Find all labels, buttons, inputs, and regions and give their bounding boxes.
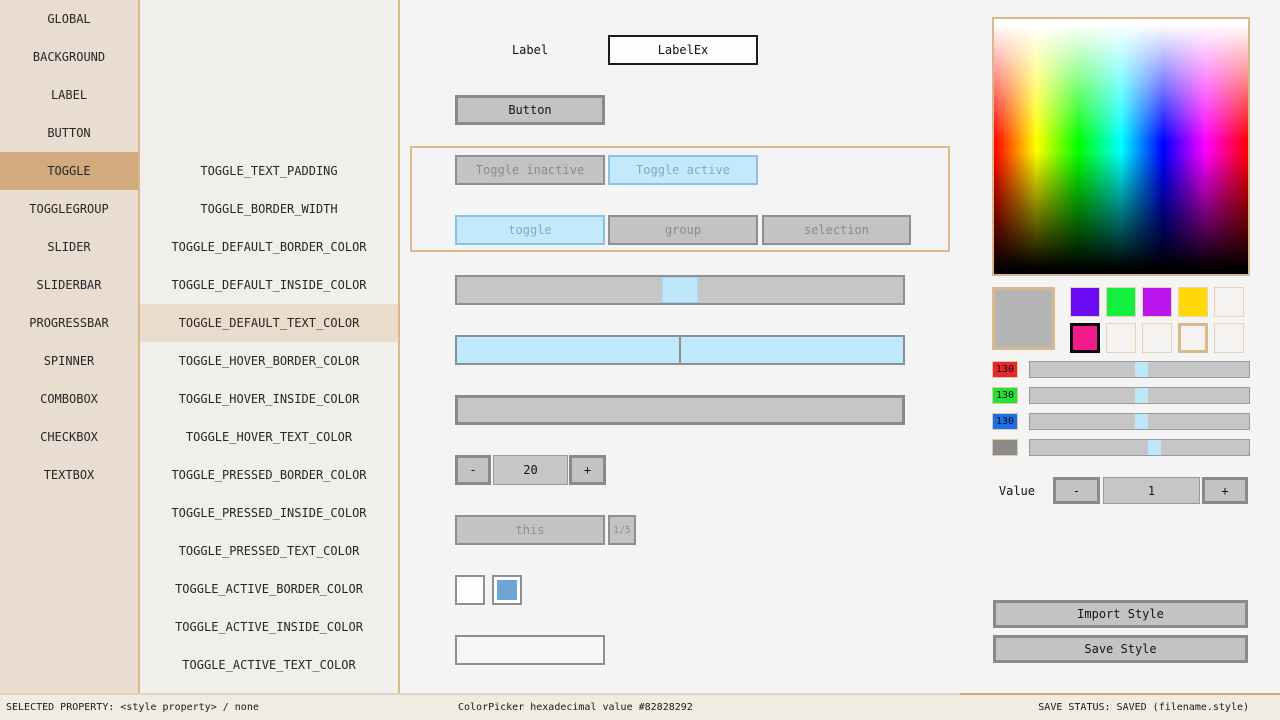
palette-swatch[interactable] — [1106, 287, 1136, 317]
spinner-minus-button[interactable]: - — [455, 455, 491, 485]
red-channel-slider[interactable] — [1029, 361, 1250, 378]
togglegroup-toggle-button[interactable]: toggle — [455, 215, 605, 245]
checkbox-unchecked[interactable] — [455, 575, 485, 605]
combobox-value-button[interactable]: this — [455, 515, 605, 545]
colorpicker-hex-status: ColorPicker hexadecimal value #82828292 — [458, 702, 693, 713]
blue-channel-chip: 130 — [992, 413, 1018, 430]
preview-sliderbar[interactable] — [455, 335, 905, 365]
red-channel-chip: 130 — [992, 361, 1018, 378]
spinner-value: 20 — [493, 455, 568, 485]
checkbox-checked[interactable] — [492, 575, 522, 605]
property-item-toggle_default_inside_color[interactable]: TOGGLE_DEFAULT_INSIDE_COLOR — [171, 278, 367, 292]
preview-label: Label — [511, 43, 549, 57]
labelex-textbox[interactable]: LabelEx — [608, 35, 758, 65]
save-style-button[interactable]: Save Style — [993, 635, 1248, 663]
property-item-toggle_active_border_color[interactable]: TOGGLE_ACTIVE_BORDER_COLOR — [175, 582, 363, 596]
save-status: SAVE STATUS: SAVED (filename.style) — [1038, 702, 1249, 713]
palette-swatch[interactable] — [1178, 287, 1208, 317]
sidebar-item-textbox[interactable]: TEXTBOX — [43, 468, 95, 482]
selected-property-status: SELECTED PROPERTY: <style property> / none — [6, 702, 259, 713]
sidebar-item-spinner[interactable]: SPINNER — [43, 354, 95, 368]
property-item-toggle_hover_text_color[interactable]: TOGGLE_HOVER_TEXT_COLOR — [185, 430, 353, 444]
sidebar-item-button[interactable]: BUTTON — [47, 126, 91, 140]
value-spinner-value: 1 — [1103, 477, 1200, 504]
alpha-channel-slider[interactable] — [1029, 439, 1250, 456]
sidebar-item-togglegroup[interactable]: TOGGLEGROUP — [29, 202, 109, 216]
property-item-toggle_text_padding[interactable]: TOGGLE_TEXT_PADDING — [200, 164, 338, 178]
slider-handle[interactable] — [662, 277, 698, 303]
palette-swatch-empty[interactable] — [1178, 323, 1208, 353]
palette-swatch-empty[interactable] — [1214, 287, 1244, 317]
property-item-toggle_hover_inside_color[interactable]: TOGGLE_HOVER_INSIDE_COLOR — [178, 392, 360, 406]
palette-swatch[interactable] — [1070, 323, 1100, 353]
alpha-channel-handle[interactable] — [1148, 440, 1161, 455]
property-item-toggle_hover_border_color[interactable]: TOGGLE_HOVER_BORDER_COLOR — [178, 354, 360, 368]
sidebar-item-toggle[interactable]: TOGGLE — [0, 152, 138, 190]
property-item-toggle_pressed_inside_color[interactable]: TOGGLE_PRESSED_INSIDE_COLOR — [171, 506, 367, 520]
value-plus-button[interactable]: + — [1202, 477, 1248, 504]
sidebar-item-sliderbar[interactable]: SLIDERBAR — [36, 278, 102, 292]
toggle-inactive-button[interactable]: Toggle inactive — [455, 155, 605, 185]
green-channel-handle[interactable] — [1135, 388, 1148, 403]
palette-swatch[interactable] — [1070, 287, 1100, 317]
palette-swatch-empty[interactable] — [1142, 323, 1172, 353]
property-item-toggle_active_inside_color[interactable]: TOGGLE_ACTIVE_INSIDE_COLOR — [175, 620, 363, 634]
category-sidebar — [0, 0, 140, 693]
green-channel-chip: 130 — [992, 387, 1018, 404]
checkbox-check-mark — [497, 580, 517, 600]
red-channel-handle[interactable] — [1135, 362, 1148, 377]
current-color-swatch — [992, 287, 1055, 350]
sidebar-item-global[interactable]: GLOBAL — [47, 12, 91, 26]
palette-swatch-empty[interactable] — [1214, 323, 1244, 353]
sidebar-item-background[interactable]: BACKGROUND — [32, 50, 106, 64]
alpha-channel-chip — [992, 439, 1018, 456]
value-spinner-label: Value — [998, 483, 1035, 498]
spinner-plus-button[interactable]: + — [569, 455, 606, 485]
property-item-toggle_active_text_color[interactable]: TOGGLE_ACTIVE_TEXT_COLOR — [182, 658, 356, 672]
combobox-page-indicator[interactable]: 1/5 — [608, 515, 636, 545]
property-list — [140, 0, 400, 693]
sidebar-item-label[interactable]: LABEL — [50, 88, 88, 102]
sliderbar-divider — [679, 337, 681, 363]
preview-progressbar — [455, 395, 905, 425]
toggle-active-button[interactable]: Toggle active — [608, 155, 758, 185]
property-item-toggle_border_width[interactable]: TOGGLE_BORDER_WIDTH — [200, 202, 338, 216]
preview-slider[interactable] — [455, 275, 905, 305]
color-panel — [960, 0, 1280, 693]
sidebar-item-slider[interactable]: SLIDER — [47, 240, 91, 254]
value-minus-button[interactable]: - — [1053, 477, 1100, 504]
togglegroup-selection-button[interactable]: selection — [762, 215, 911, 245]
sidebar-item-checkbox[interactable]: CHECKBOX — [40, 430, 98, 444]
green-channel-slider[interactable] — [1029, 387, 1250, 404]
property-item-toggle_pressed_border_color[interactable]: TOGGLE_PRESSED_BORDER_COLOR — [171, 468, 367, 482]
preview-textbox[interactable] — [455, 635, 605, 665]
color-picker-gradient[interactable] — [992, 17, 1250, 276]
preview-button[interactable]: Button — [455, 95, 605, 125]
sidebar-item-combobox[interactable]: COMBOBOX — [40, 392, 98, 406]
widget-preview-area — [400, 0, 960, 693]
togglegroup-group-button[interactable]: group — [608, 215, 758, 245]
sidebar-item-progressbar[interactable]: PROGRESSBAR — [29, 316, 109, 330]
blue-channel-slider[interactable] — [1029, 413, 1250, 430]
palette-swatch[interactable] — [1142, 287, 1172, 317]
status-bar — [0, 695, 1280, 720]
blue-channel-handle[interactable] — [1135, 414, 1148, 429]
palette-swatch-empty[interactable] — [1106, 323, 1136, 353]
property-item-toggle_default_text_color[interactable]: TOGGLE_DEFAULT_TEXT_COLOR — [140, 304, 398, 342]
property-item-toggle_pressed_text_color[interactable]: TOGGLE_PRESSED_TEXT_COLOR — [178, 544, 360, 558]
import-style-button[interactable]: Import Style — [993, 600, 1248, 628]
property-item-toggle_default_border_color[interactable]: TOGGLE_DEFAULT_BORDER_COLOR — [171, 240, 367, 254]
